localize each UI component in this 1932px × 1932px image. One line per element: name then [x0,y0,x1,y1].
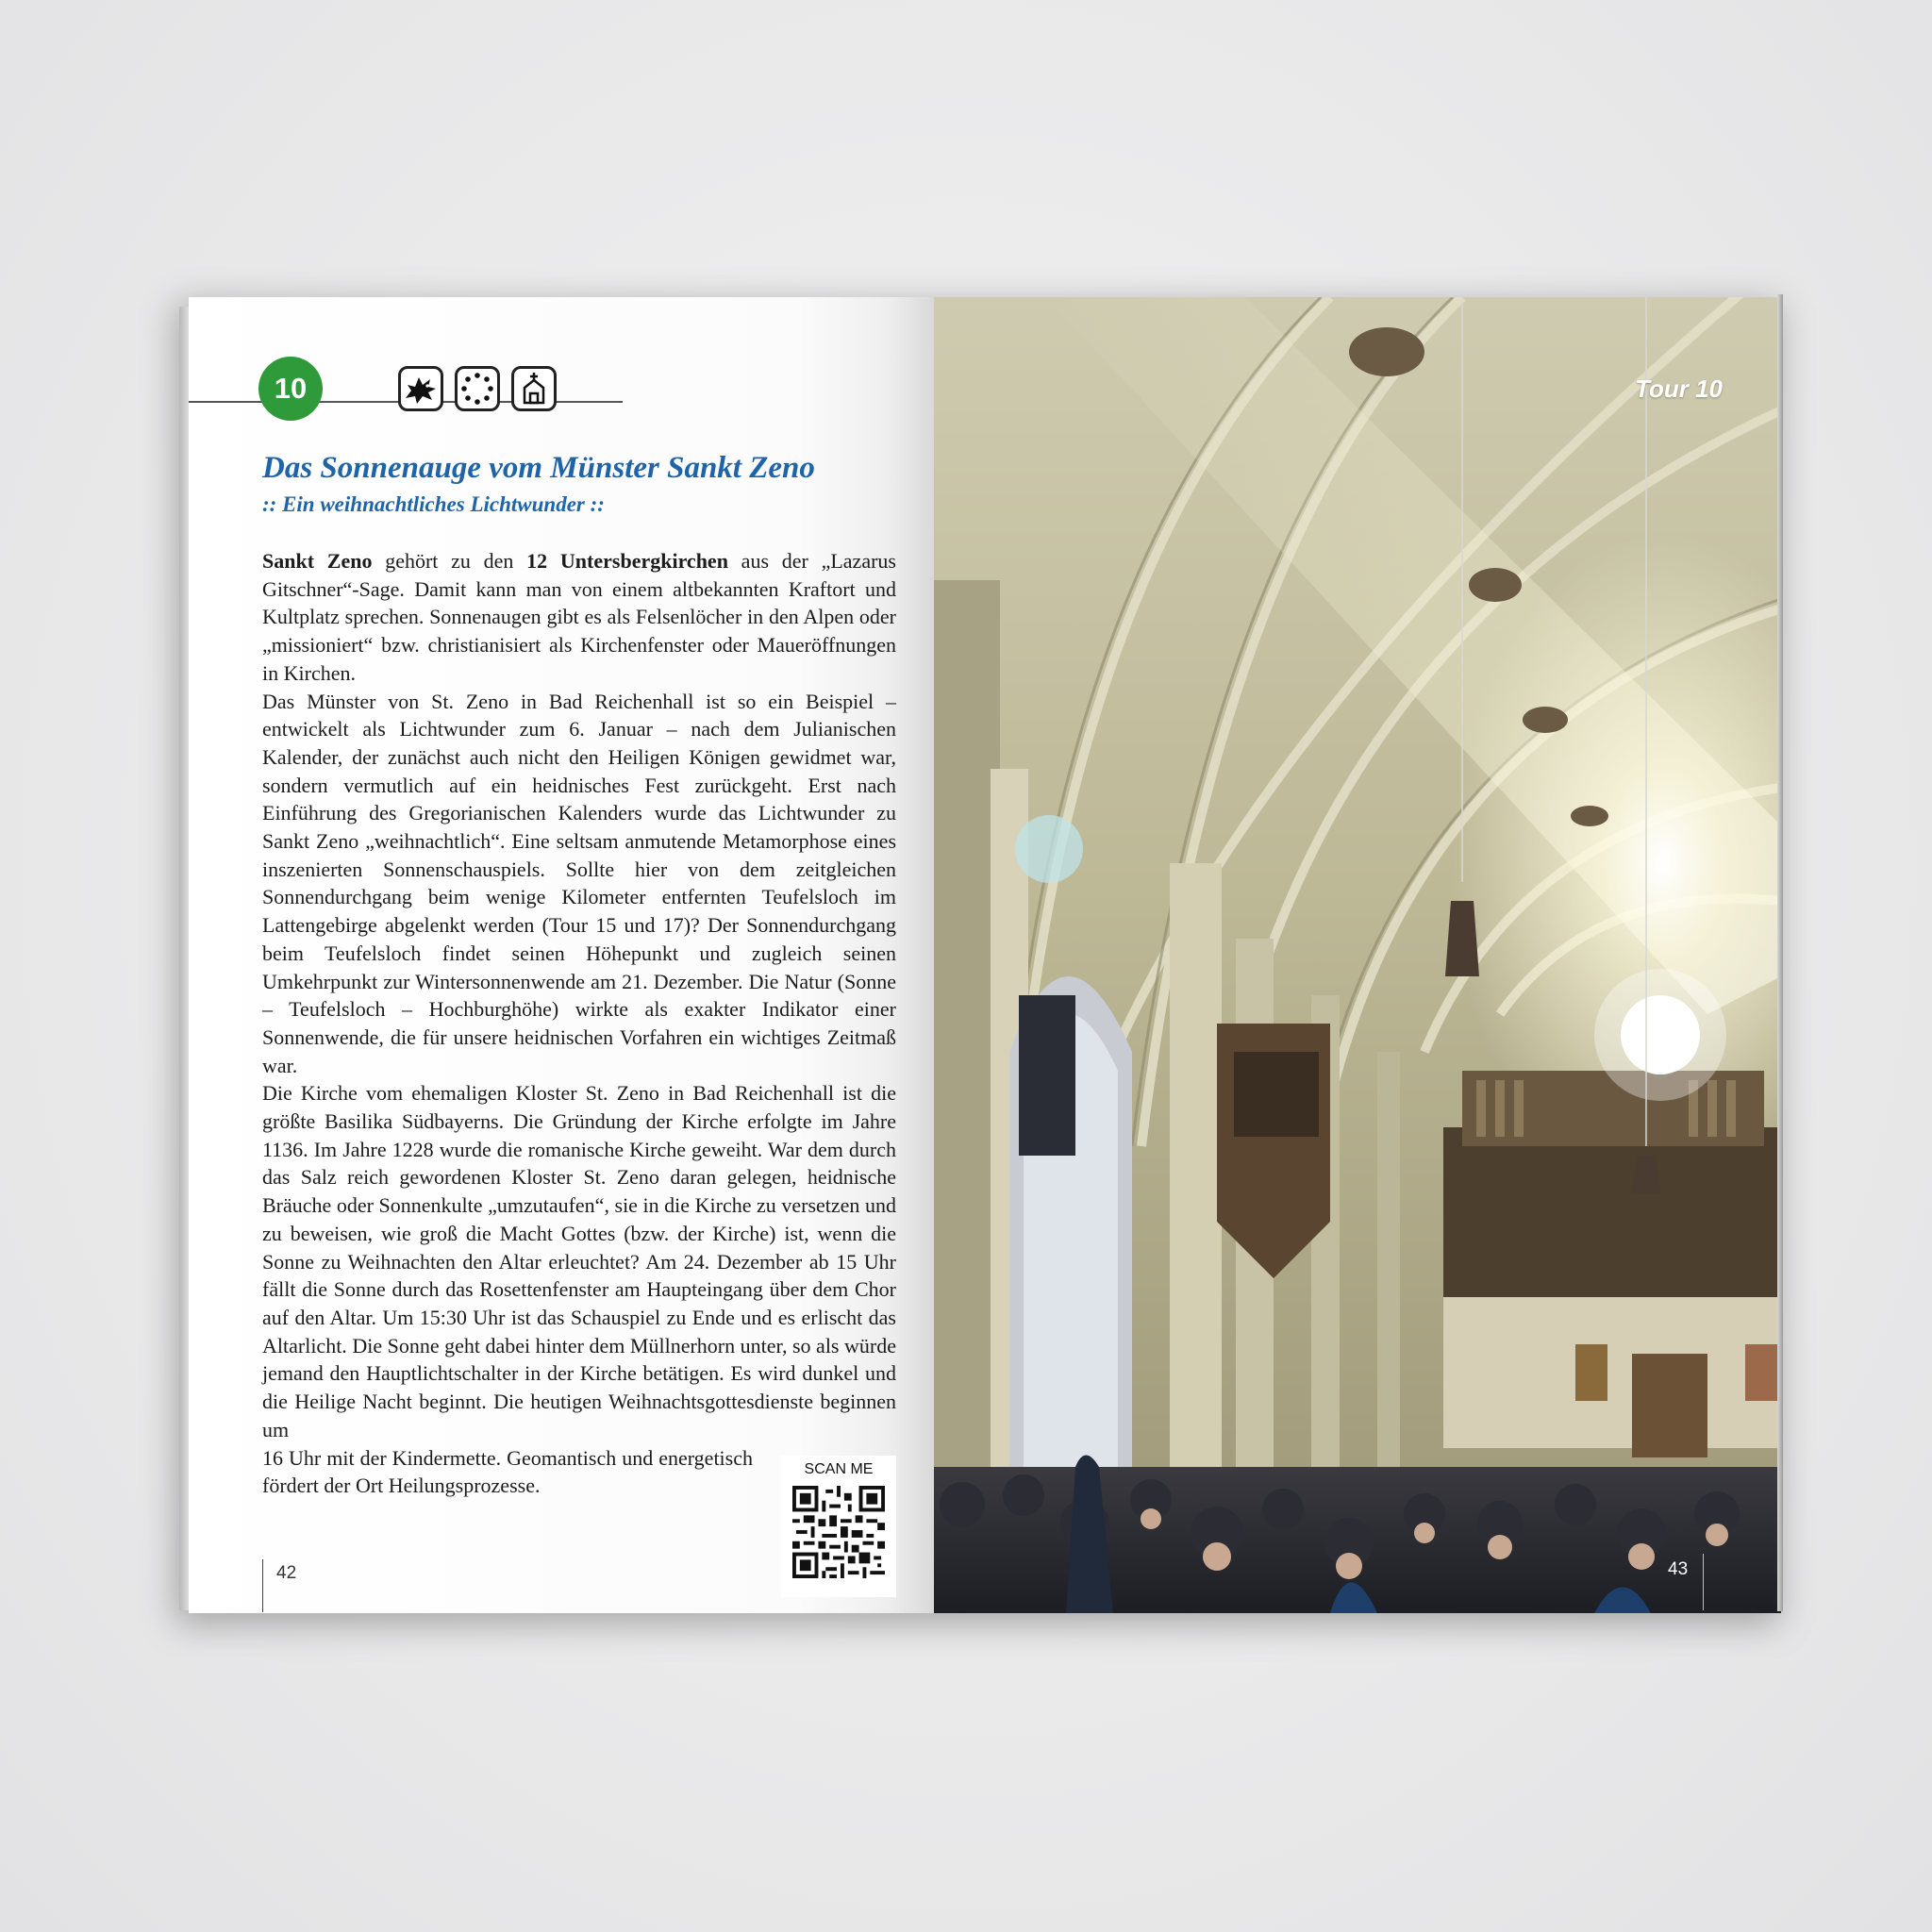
bold-term: Sankt Zeno [262,549,373,573]
article-subtitle: :: Ein weihnachtliches Lichtwunder :: [262,492,605,516]
church-interior-photo [934,297,1781,1613]
folio-rule [262,1559,263,1612]
qr-label: SCAN ME [804,1461,874,1477]
chapel-icon [511,366,557,411]
left-page [189,297,934,1613]
paragraph-3-end: 16 Uhr mit der Kindermette. Geomantisch und energetisch fördert der Ort Heilungsprozesse. [262,1445,753,1498]
qr-code-box[interactable] [781,1456,896,1597]
paragraph-2: Das Münster von St. Zeno in Bad Reichenhall ist so ein Beispiel – entwickelt als Lichtwunder zum 6. Januar – nach dem Julianischen Kalender, der zunächst auch nicht den Heiligen Königen gewidmet war, sondern vermutlich auf ein heidnisches Fest zurückgeht. Erst nach Einführung des Gregorianischen Kalenders wurde das Lichtwunder zu Sankt Zeno „weihnachtlich“. Eine seltsam anmutende Metamorphose eines inszenierten Sonnenschauspiels. Sollte hier von dem zeitgleichen Sonnendurchgang beim wenige Kilometer entfernten Teufelsloch im Lattengebirge abgelenkt werden (Tour 15 und 17)? Der Sonnendurchgang beim Teufelsloch findet seinen Höhepunkt und zugleich seinen Umkehrpunkt zur Wintersonnenwende am 21. Dezember. Die Natur (Sonne – Teufelsloch – Hochburghöhe) wirkte als exakter Indikator einer Sonnenwende, die für unsere heidnischen Vorfahren ein wichtiges Zeitmaß war. [262,689,896,1077]
article-title: Das Sonnenauge vom Münster Sankt Zeno [262,451,815,485]
page-number-right: 43 [1668,1559,1689,1579]
stone-circle-icon [455,366,500,411]
page-number-left: 42 [276,1563,297,1583]
qr-code-icon [792,1486,885,1578]
tour-number-badge: 10 [258,357,323,421]
text-run: gehört zu den [372,549,527,573]
paragraph-1 [262,547,896,688]
bold-term: 12 Untersbergkirchen [526,549,728,573]
article-body [262,547,896,1500]
tour-label: Tour 10 [1635,375,1723,403]
right-page [934,297,1781,1613]
paragraph-3: Die Kirche vom ehemaligen Kloster St. Zeno in Bad Reichenhall ist die größte Basilika Südbayerns. Die Gründung der Kirche erfolgte im Jahre 1136. Im Jahre 1228 wurde die romanische Kirche geweiht. War dem durch das Salz reich gewordenen Kloster St. Zeno daran gelegen, heidnische Bräuche oder Sonnenkulte „umzutaufen“, sie in die Kirche zu versetzen und zu beweisen, wie groß die Macht Gottes (bzw. der Kirche) ist, wenn die Sonne zu Weihnachten den Altar erleuchtet? Am 24. Dezember ab 15 Uhr fällt die Sonne durch das Rosettenfenster am Haupteingang über dem Chor auf den Altar. Um 15:30 Uhr ist das Schauspiel zu Ende und es erlischt das Altarlicht. Die Sonne geht dabei hinter dem Müllnerhorn unter, so als würde jemand den Hauptlichtschalter in der Kirche betätigen. Es wird dunkel und die Heilige Nacht beginnt. Die heutigen Weihnachtsgottesdienste beginnen um [262,1081,896,1441]
folio-rule-right [1703,1554,1704,1610]
dragon-icon [398,366,443,411]
text-run: aus der „Lazarus Gitschner“-Sage. Damit kann man von einem altbekannten Kraftort und Kultplatz sprechen. Sonnenaugen gibt es als Felsenlöcher in den Alpen oder „missioniert“ bzw. christianisiert als Kirchenfenster oder Maueröffnungen in Kirchen. [262,549,896,685]
right-page-edge [1777,294,1783,1611]
